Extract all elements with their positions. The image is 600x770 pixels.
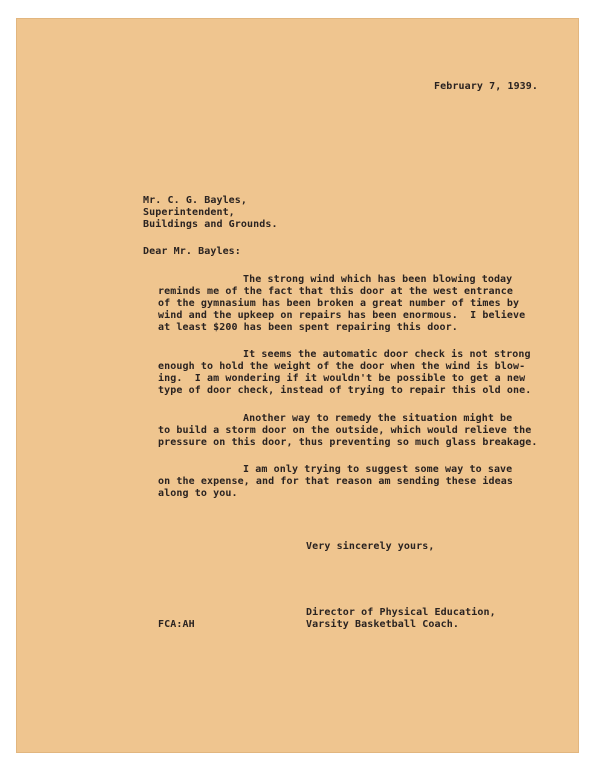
paragraph-2-line-4: type of door check, instead of trying to repair this old one. — [158, 385, 532, 396]
paragraph-2-line-3: ing. I am wondering if it wouldn't be possible to get a new — [158, 373, 526, 384]
paragraph-1-line-4: wind and the upkeep on repairs has been enormous. I believe — [158, 310, 526, 321]
letter-page — [16, 18, 579, 753]
paragraph-3-line-2: to build a storm door on the outside, which would relieve the — [158, 425, 532, 436]
paragraph-3-line-3: pressure on this door, thus preventing so much glass breakage. — [158, 437, 538, 448]
paragraph-3-line-1: Another way to remedy the situation might be — [243, 413, 513, 424]
paragraph-1-line-2: reminds me of the fact that this door at the west entrance — [158, 286, 513, 297]
paragraph-1-line-3: of the gymnasium has been broken a great number of times by — [158, 298, 520, 309]
salutation: Dear Mr. Bayles: — [143, 246, 241, 257]
paragraph-2-line-2: enough to hold the weight of the door when the wind is blow- — [158, 361, 526, 372]
letter-date: February 7, 1939. — [434, 81, 539, 92]
recipient-department: Buildings and Grounds. — [143, 219, 278, 230]
recipient-name: Mr. C. G. Bayles, — [143, 195, 248, 206]
closing: Very sincerely yours, — [306, 541, 435, 552]
paragraph-4-line-1: I am only trying to suggest some way to save — [243, 464, 513, 475]
signature-title-2: Varsity Basketball Coach. — [306, 619, 460, 630]
paragraph-4-line-3: along to you. — [158, 488, 238, 499]
paragraph-1-line-1: The strong wind which has been blowing today — [243, 274, 513, 285]
typist-initials: FCA:AH — [158, 619, 195, 630]
signature-title-1: Director of Physical Education, — [306, 607, 496, 618]
paragraph-2-line-1: It seems the automatic door check is not strong — [243, 349, 531, 360]
recipient-title: Superintendent, — [143, 207, 235, 218]
paragraph-4-line-2: on the expense, and for that reason am sending these ideas — [158, 476, 513, 487]
paragraph-1-line-5: at least $200 has been spent repairing this door. — [158, 322, 458, 333]
